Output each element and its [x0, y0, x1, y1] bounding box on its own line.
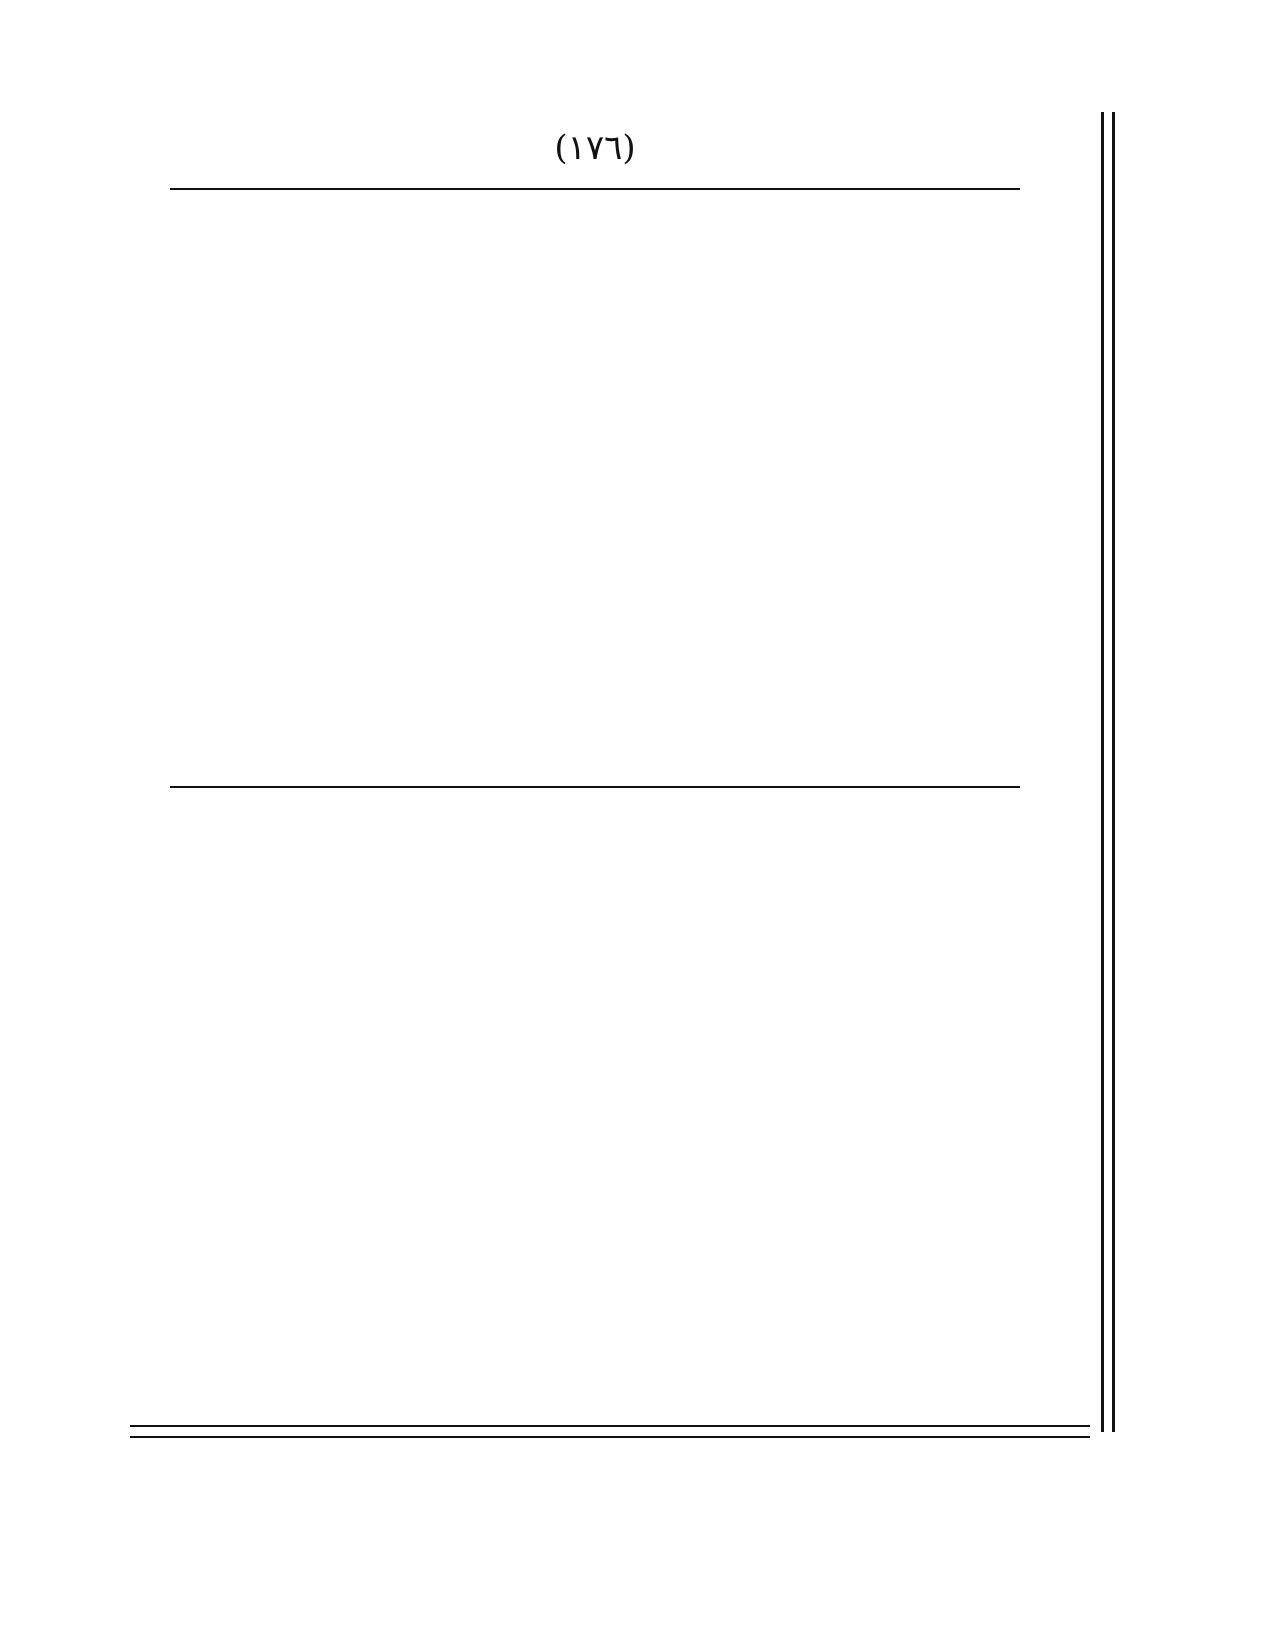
footnote-line [165, 1110, 1020, 1162]
main-text-line [165, 424, 1020, 496]
footnote-verse-line [165, 1214, 1020, 1266]
main-text-line [165, 352, 1020, 424]
footnote-line [165, 1422, 1020, 1474]
main-text-line [165, 496, 1020, 568]
footnote-line [165, 850, 1020, 902]
footer-rule-lower [130, 1436, 1090, 1438]
main-text-line [165, 208, 1020, 280]
footnote-separator-rule [170, 786, 1020, 788]
footnote-line [165, 1266, 1020, 1318]
footnote-verse-line [165, 902, 1020, 954]
footnotes-block [165, 798, 1020, 1474]
main-text-block [165, 208, 1020, 784]
footnote-line [165, 1370, 1020, 1422]
page-frame-right-border [1101, 112, 1115, 1432]
main-text-line [165, 712, 1020, 784]
main-text-line [165, 280, 1020, 352]
main-text-line [165, 640, 1020, 712]
page-number: (١٧٦) [554, 128, 636, 168]
footnote-line [165, 1318, 1020, 1370]
footnote-line [165, 1058, 1020, 1110]
footnote-verse-line [165, 798, 1020, 850]
header-rule [170, 188, 1020, 190]
main-text-line [165, 568, 1020, 640]
footnote-verse-line [165, 954, 1020, 1006]
footnote-line [165, 1162, 1020, 1214]
footnote-line [165, 1006, 1020, 1058]
footer-rule-upper [130, 1425, 1090, 1427]
